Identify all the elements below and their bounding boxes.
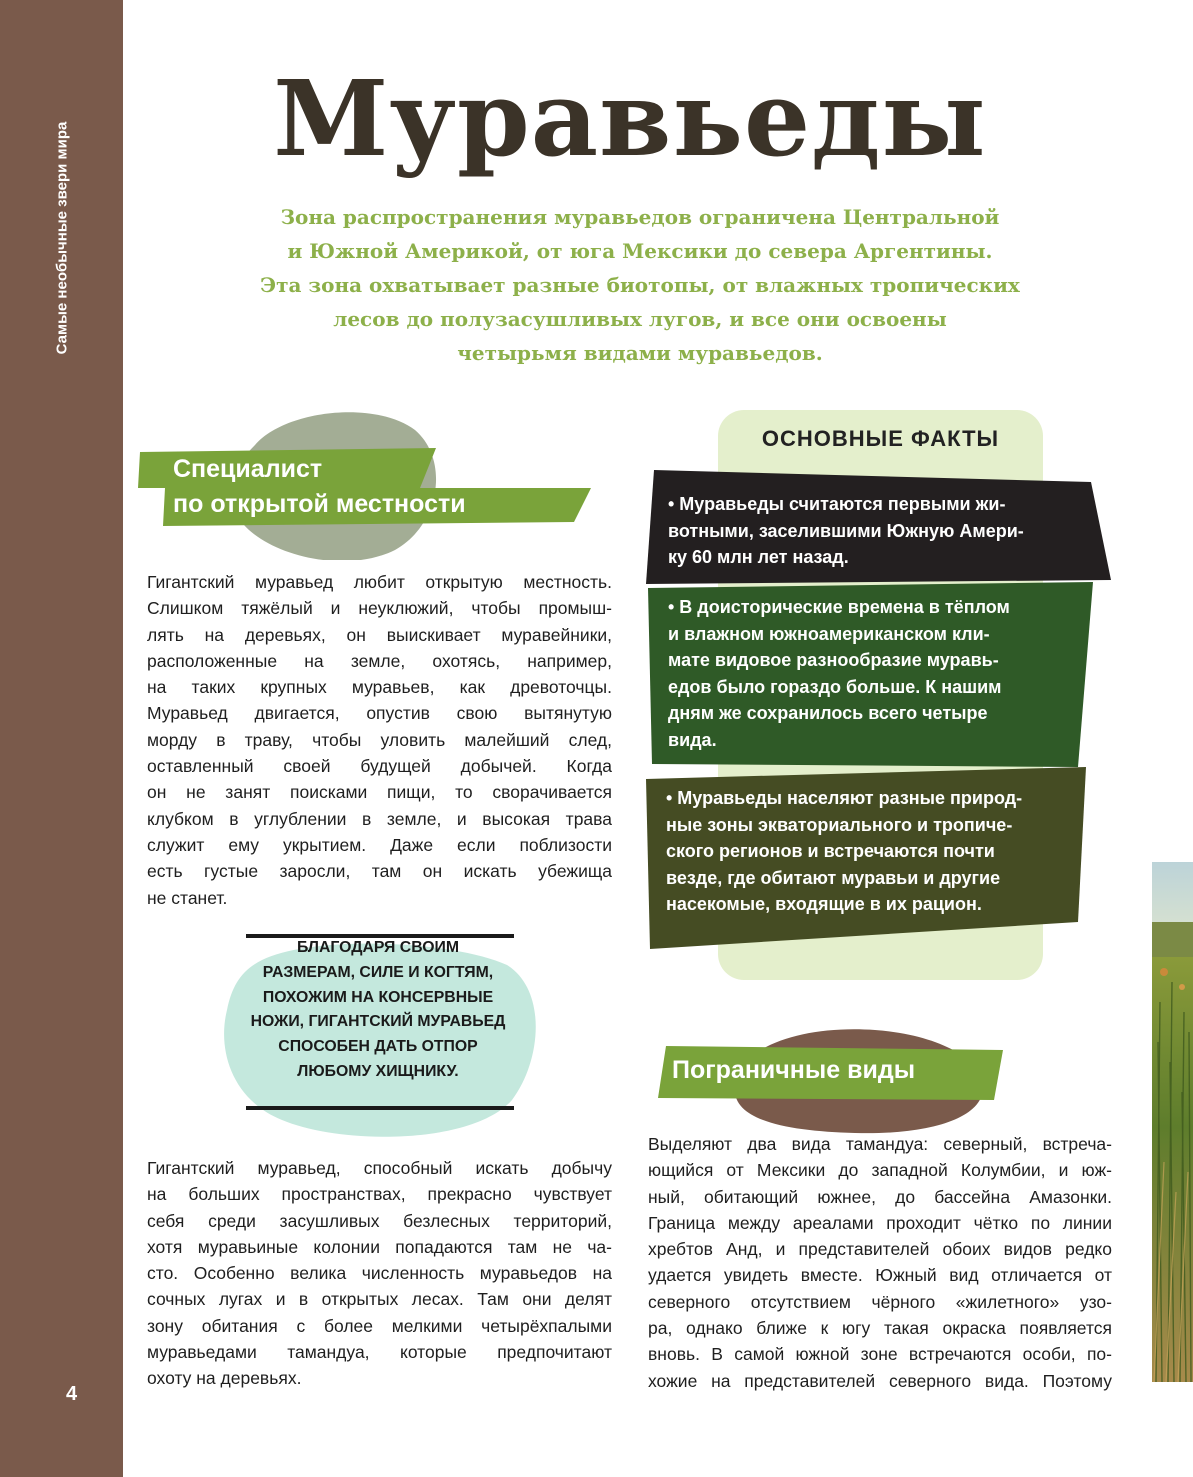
text-line: северного отсутствием чёрного «жилетного» узо-: [648, 1291, 1112, 1312]
fact-line: вида.: [668, 729, 717, 750]
pull-quote: [218, 936, 538, 1085]
heading-open-terrain: [173, 452, 466, 522]
book-title: Самые необычные звери мира: [53, 121, 71, 355]
text-line: лять на деревьях, он выискивает муравейники,: [147, 624, 612, 645]
fact-line: мате видовое разнообразие муравь-: [668, 650, 999, 671]
open-terrain-paragraph: [147, 569, 612, 911]
fact-line: • Муравьеды считаются первыми жи-: [668, 494, 1006, 514]
text-line: Слишком тяжёлый и неуклюжий, чтобы промыш-: [147, 598, 612, 619]
heading-border-species: Пограничные виды: [672, 1056, 916, 1084]
quote-bottom-rule: [246, 1106, 514, 1110]
text-line: морду в траву, чтобы уловить малейший след,: [147, 729, 612, 750]
text-line: Выделяют два вида тамандуа: северный, встреча-: [648, 1134, 1112, 1154]
page-number: 4: [66, 1383, 78, 1405]
grassland-photo: [1152, 862, 1193, 1382]
text-line: на таких крупных муравьев, как древоточцы.: [147, 677, 612, 698]
fact-line: едов было гораздо больше. К нашим: [668, 676, 1002, 697]
facts-title: ОСНОВНЫЕ ФАКТЫ: [761, 426, 1000, 451]
text-line: удается увидеть вместе. Южный вид отличается от: [648, 1265, 1112, 1286]
intro-line: лесов до полузасушливых лугов, и все они освоены: [333, 307, 947, 331]
quote-line: РАЗМЕРАМ, СИЛЕ И КОГТЯМ,: [262, 963, 494, 981]
fact-line: ку 60 млн лет назад.: [668, 547, 849, 568]
text-line: ра, однако ближе к югу такая окраска появляется: [648, 1318, 1112, 1339]
intro-line: Зона распространения муравьедов ограничена Центральной: [280, 205, 1000, 229]
fact-line: ные зоны экваториального и тропиче-: [666, 814, 1013, 835]
fact-line: и влажном южноамериканском кли-: [668, 623, 990, 644]
text-line: не станет.: [147, 887, 228, 908]
text-line: ный, обитающий южнее, до бассейна Амазонки.: [648, 1186, 1112, 1207]
intro-paragraph: [180, 200, 1100, 370]
text-line: себя среди засушливых безлесных территорий,: [147, 1210, 612, 1231]
text-line: хребтов Анд, и представителей обоих видов редко: [648, 1239, 1112, 1260]
heading-line: Специалист: [173, 455, 323, 483]
text-line: сочных лугах и в открытых лесах. Там они делят: [147, 1289, 612, 1310]
fact-card-2: [668, 594, 1088, 754]
intro-line: и Южной Америкой, от юга Мексики до севера Аргентины.: [287, 239, 993, 263]
quote-line: ПОХОЖИМ НА КОНСЕРВНЫЕ: [262, 988, 494, 1006]
fact-card-3: [666, 785, 1086, 918]
fact-line: вотными, заселившими Южную Амери-: [668, 520, 1024, 541]
border-species-paragraph: [648, 1131, 1112, 1394]
fact-line: везде, где обитают муравьи и другие: [666, 867, 1001, 888]
fact-card-1: [668, 491, 1098, 571]
fact-line: ского регионов и встречаются почти: [666, 841, 995, 862]
text-line: муравьедами тамандуа, которые предпочитают: [147, 1342, 612, 1363]
fact-line: • В доисторические времена в тёплом: [668, 597, 1010, 617]
quote-line: ЛЮБОМУ ХИЩНИКУ.: [297, 1062, 459, 1080]
dry-lands-paragraph: [147, 1155, 612, 1392]
fact-line: дням же сохранилось всего четыре: [668, 703, 988, 724]
text-line: охоту на деревьях.: [147, 1368, 302, 1389]
text-line: ющийся от Мексики до западной Колумбии, и юж-: [648, 1160, 1112, 1181]
text-line: служит ему укрытием. Даже если поблизости: [147, 834, 612, 855]
text-line: есть густые заросли, там он искать убежища: [147, 861, 612, 882]
quote-line: БЛАГОДАРЯ СВОИМ: [296, 939, 460, 956]
text-line: вновь. В самой южной зоне встречаются особи, по-: [648, 1344, 1112, 1365]
intro-line: Эта зона охватывает разные биотопы, от влажных тропических: [260, 273, 1020, 297]
fact-line: • Муравьеды населяют разные природ-: [666, 788, 1023, 808]
text-line: Муравьед двигается, опустив свою вытянутую: [147, 703, 612, 724]
text-line: Граница между ареалами проходит чётко по линии: [648, 1212, 1112, 1233]
text-line: на больших пространствах, прекрасно чувствует: [147, 1184, 612, 1205]
text-line: Гигантский муравьед, способный искать добычу: [147, 1158, 612, 1178]
text-line: клубком в углублении в земле, и высокая трава: [147, 808, 612, 829]
page-title: Муравьеды: [273, 57, 987, 180]
fact-line: насекомые, входящие в их рацион.: [666, 894, 982, 915]
text-line: сто. Особенно велика численность муравьедов на: [147, 1263, 612, 1284]
heading-line: по открытой местности: [173, 490, 466, 518]
text-line: хожие на представителей северного вида. Поэтому: [648, 1370, 1112, 1391]
quote-line: СПОСОБЕН ДАТЬ ОТПОР: [278, 1038, 478, 1056]
intro-line: четырьмя видами муравьедов.: [457, 341, 823, 365]
text-line: хотя муравьиные колонии попадаются там не ча-: [147, 1236, 612, 1257]
text-line: зону обитания с более мелкими четырёхпалыми: [147, 1315, 612, 1336]
text-line: Гигантский муравьед любит открытую местность.: [147, 572, 612, 592]
text-line: он не занят поисками пищи, то сворачивается: [147, 782, 612, 803]
text-line: расположенные на земле, охотясь, например,: [147, 650, 612, 671]
quote-line: НОЖИ, ГИГАНТСКИЙ МУРАВЬЕД: [250, 1013, 506, 1031]
text-line: оставленный своей будущей добычей. Когда: [147, 756, 612, 777]
